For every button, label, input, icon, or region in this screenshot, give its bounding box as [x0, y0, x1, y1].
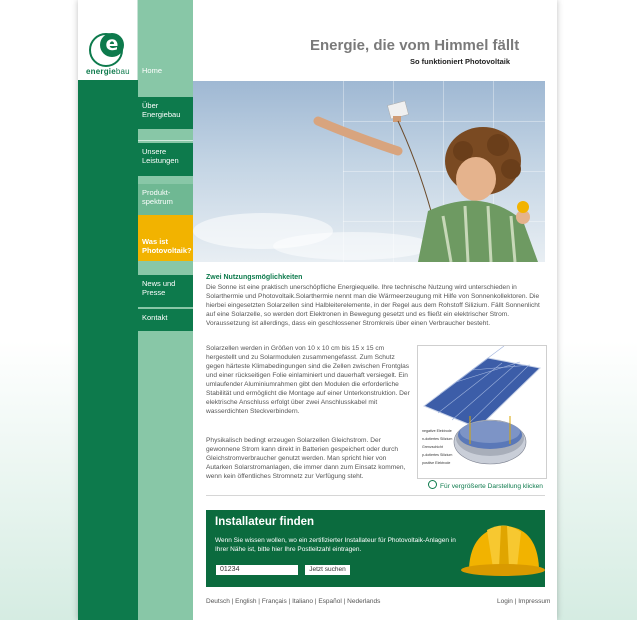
- nav-item-news-und-presse[interactable]: [138, 275, 193, 307]
- hard-hat-icon: [457, 510, 545, 587]
- intro-paragraph: Die Sonne ist eine praktisch unerschöpfliche Energiequelle. Ihre technische Nutzung wird unterschieden in Solarthermie und Photovoltaik.Solarthermie nennt man die Wärmeerzeugung mit Hilfe von Sonnenkollektoren. Die hierbei eingesetzten Solarzellen sind Halbleiterelemente, in der Regel aus dem Rohstoff Silizium. Fällt Sonnenlicht auf eine Solarzelle, so werden dort Elektronen in Bewegung gesetzt und es fließt ein elektrischer Strom. Voraussetzung ist allerdings, dass ein geschlossener Stromkreis über einen Verbraucher besteht.: [206, 284, 540, 327]
- logo-text-bold: energie: [86, 67, 116, 76]
- solar-module-illustration: [418, 346, 546, 478]
- nav-divider: [138, 140, 193, 141]
- impressum-link[interactable]: Impressum: [518, 598, 551, 605]
- modules-paragraph: Solarzellen werden in Größen von 10 x 10 cm bis 15 x 15 cm hergestellt und zu Solarmodulen zusammengefasst. Zum Schutz gegen härteste Klimabedingungen sind die Zellen zwischen Frontglas und einer rückseitigen Folie einlaminiert und dauerhaft versiegelt. Ein umlaufender Aluminiumrahmen gibt den Modulen die erforderliche Stabilität und ermöglicht die Montage auf einer Unterkonstruktion. Der elektrische Anschluss erfolgt über zwei Anschlusskabel mit wasserdichten Steckverbindern.: [206, 345, 410, 415]
- direct-current-paragraph: Physikalisch bedingt erzeugen Solarzellen Gleichstrom. Der gewonnene Strom kann direkt in Batterien gespeichert oder durch Gleichstromverbraucher genutzt werden. Man spricht hier von Autarken Solarstromanlagen, die immer dann zum Einsatz kommen, wenn kein öffentliches Stromnetz zur Verfügung steht.: [206, 437, 406, 480]
- lang-espanol[interactable]: Español: [318, 598, 342, 605]
- nav-label: Was ist Photovoltaik?: [142, 237, 192, 255]
- nav-item-ueber-energiebau[interactable]: [138, 97, 193, 129]
- lang-deutsch[interactable]: Deutsch: [206, 598, 230, 605]
- page-subtitle: So funktioniert Photovoltaik: [410, 57, 511, 66]
- figure-label: negative Elektrode: [422, 429, 452, 433]
- hero-image: [193, 81, 545, 262]
- nav-label: Home: [142, 66, 163, 75]
- content-divider: [206, 495, 545, 496]
- figure-label: p-dotiertes Silizium: [422, 453, 453, 457]
- logo-e-icon: e: [100, 33, 124, 57]
- nav-label: Produkt-spektrum: [142, 188, 173, 206]
- nav-item-kontakt[interactable]: [138, 309, 193, 331]
- lang-italiano[interactable]: Italiano: [292, 598, 314, 605]
- search-installer-button[interactable]: Jetzt suchen: [305, 565, 350, 575]
- lang-francais[interactable]: Français: [261, 598, 287, 605]
- nav-item-was-ist-photovoltaik[interactable]: [138, 215, 193, 261]
- logo-text-light: bau: [115, 67, 130, 76]
- logo-text: [86, 67, 130, 76]
- language-switcher: Deutsch | English | Français | Italiano | Español | Nederlands: [206, 598, 381, 605]
- nav-label: News und Presse: [142, 279, 176, 297]
- solar-module-diagram[interactable]: [417, 345, 547, 479]
- installer-description: Wenn Sie wissen wollen, wo ein zertifizierter Installateur für Photovoltaik-Anlagen in Ihrer Nähe ist, bitte hier Ihre Postleitzahl eintragen.: [215, 537, 456, 553]
- page-title: Energie, die vom Himmel fällt: [310, 37, 520, 54]
- nav-item-produktspektrum[interactable]: [138, 184, 193, 215]
- figure-label: n-dotiertes Silizium: [422, 437, 453, 441]
- logo[interactable]: [78, 0, 138, 80]
- enlarge-diagram-label: Für vergrößerte Darstellung klicken: [440, 483, 543, 490]
- lang-nederlands[interactable]: Nederlands: [347, 598, 381, 605]
- installer-finder-banner: [206, 510, 545, 587]
- login-link[interactable]: Login: [497, 598, 513, 605]
- magnifier-icon: [428, 480, 437, 489]
- nav-item-home[interactable]: [138, 62, 193, 82]
- figure-label: Grenzschicht: [422, 445, 443, 449]
- nav-label: Über Energiebau: [142, 101, 181, 119]
- nav-item-unsere-leistungen[interactable]: [138, 143, 193, 176]
- installer-title: Installateur finden: [215, 516, 315, 528]
- enlarge-diagram-link[interactable]: [428, 479, 543, 490]
- lang-english[interactable]: English: [235, 598, 257, 605]
- nav-label: Unsere Leistungen: [142, 147, 179, 165]
- footer-links: Login | Impressum: [497, 598, 551, 605]
- nav-label: Kontakt: [142, 313, 168, 322]
- section-title: Zwei Nutzungsmöglichkeiten: [206, 274, 303, 281]
- page-frame: [78, 0, 557, 620]
- child-with-solar-cell-illustration: [193, 81, 545, 262]
- main-navigation: [138, 0, 193, 620]
- left-brand-column: [78, 0, 138, 620]
- zip-code-input[interactable]: [216, 565, 298, 575]
- figure-label: positive Elektrode: [422, 461, 451, 465]
